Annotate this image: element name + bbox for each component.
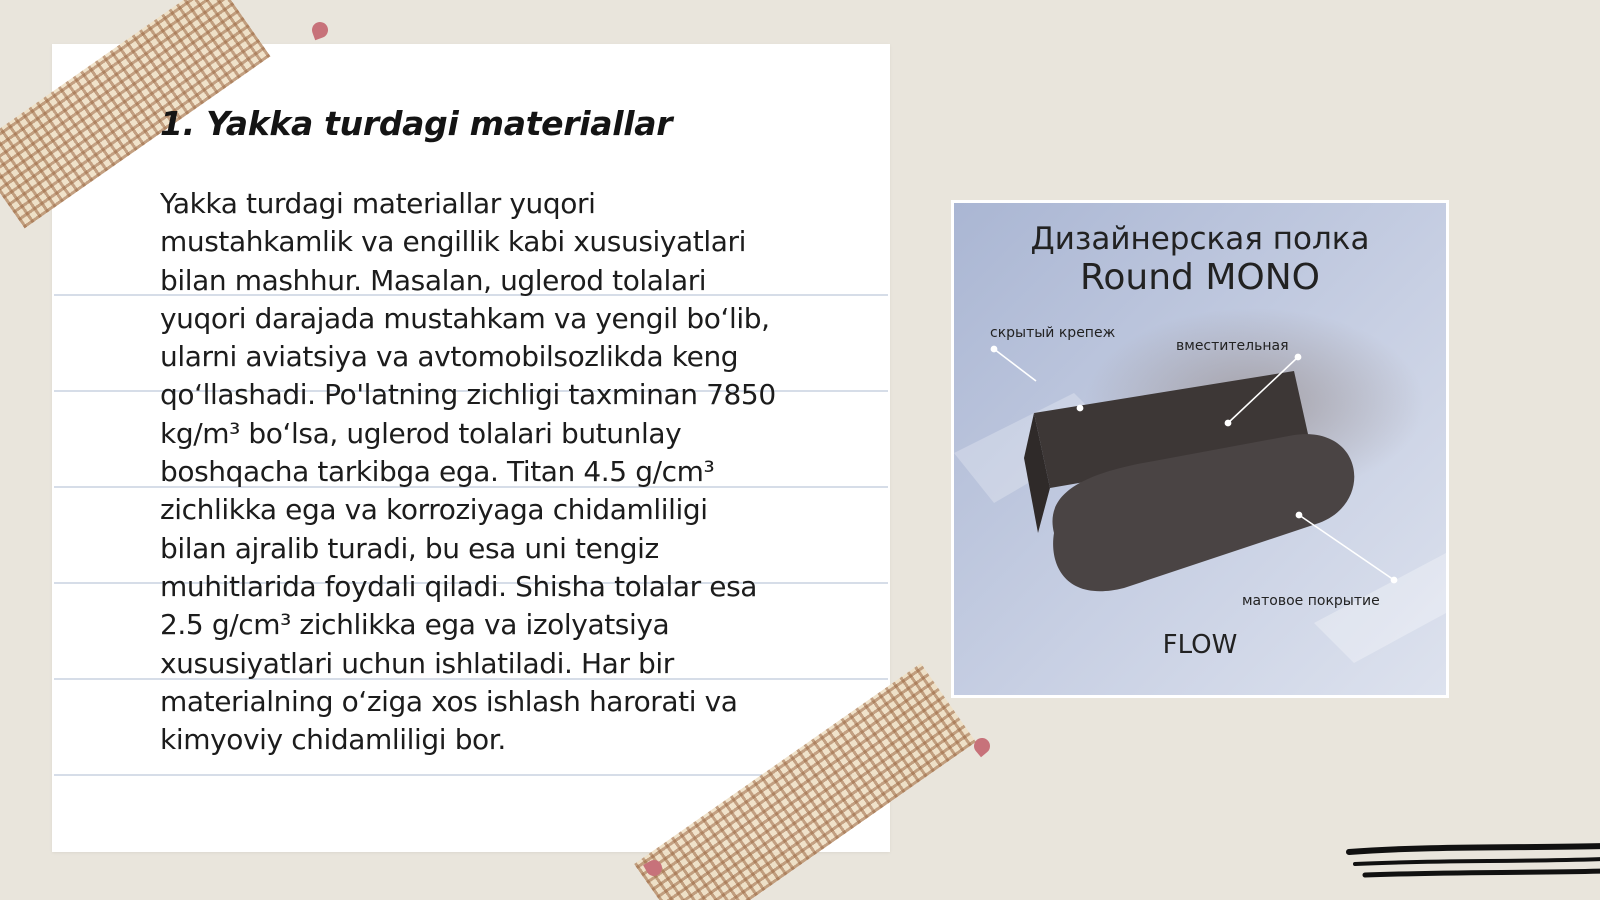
body-line: 2.5 g/cm³ zichlikka ega va izolyatsiya [160,608,670,642]
label-capacious: вместительная [1176,338,1289,354]
body-line: muhitlarida foydali qiladi. Shisha tolalar esa [160,569,758,603]
body-line: boshqacha tarkibga ega. Titan 4.5 g/cm³ [160,455,715,489]
body-line: xususiyatlari uchun ishlatiladi. Har bir [160,646,674,680]
pin-icon [971,735,994,758]
body-line: ularni aviatsiya va avtomobilsozlikda keng [160,340,739,374]
brand-label: FLOW [1162,630,1238,660]
photo-title-line1: Дизайнерская полка [1030,221,1370,257]
product-image [951,200,1449,698]
label-matte-finish: матовое покрытие [1242,593,1380,609]
body-line: bilan ajralib turadi, bu esa uni tengiz [160,531,659,565]
label-hidden-mount: скрытый крепеж [990,325,1116,341]
body-line: zichlikka ega va korroziyaga chidamliligi [160,493,708,527]
slide-heading: 1. Yakka turdagi materiallar [160,104,673,143]
body-line: yuqori darajada mustahkam va yengil bo‘lib, [160,301,770,335]
body-line: qo‘llashadi. Po'latning zichligi taxminan 7850 [160,378,776,412]
product-photo [954,203,1446,695]
body-line: mustahkamlik va engillik kabi xususiyatlari [160,225,747,259]
body-paragraph [160,185,850,759]
brush-stroke-icon [1345,842,1600,892]
body-line: bilan mashhur. Masalan, uglerod tolalari [160,263,707,297]
body-line: kimyoviy chidamliligi bor. [160,723,506,757]
pin-icon [310,20,331,41]
body-line: materialning o‘ziga xos ishlash harorati va [160,684,738,718]
body-line: kg/m³ bo‘lsa, uglerod tolalari butunlay [160,416,682,450]
photo-title-line2: Round MONO [1079,257,1321,298]
body-line: Yakka turdagi materiallar yuqori [160,187,596,220]
